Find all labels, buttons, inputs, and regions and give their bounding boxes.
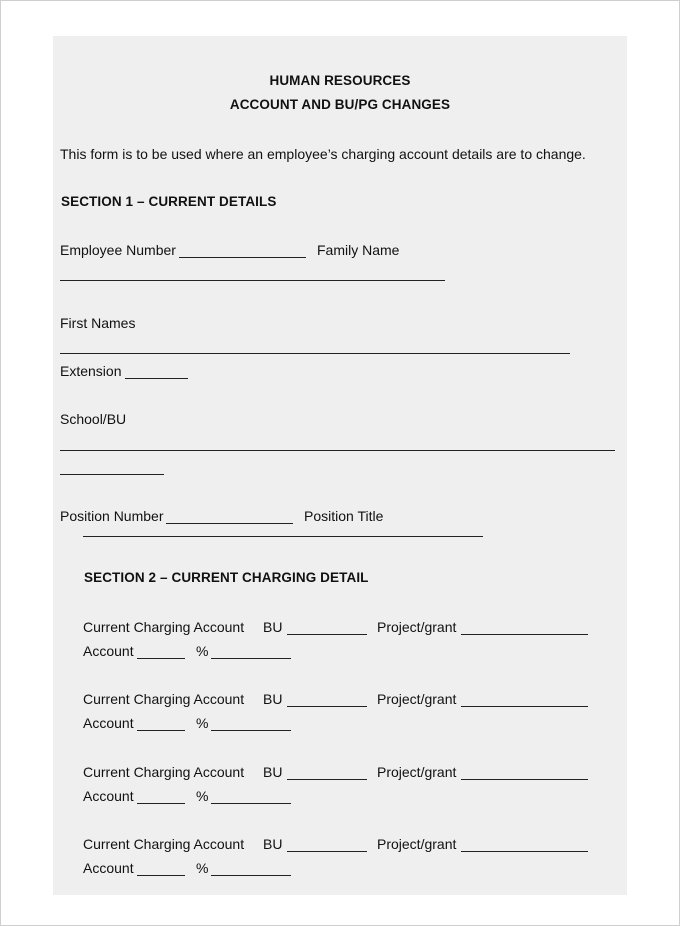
percent-field[interactable] — [211, 658, 291, 659]
bu-field[interactable] — [287, 706, 367, 707]
percent-label: % — [196, 643, 209, 659]
project-grant-field[interactable] — [461, 779, 588, 780]
project-grant-field[interactable] — [461, 706, 588, 707]
project-grant-label: Project/grant — [377, 619, 457, 635]
employee-number-label: Employee Number — [60, 242, 176, 258]
section1-heading: SECTION 1 – CURRENT DETAILS — [61, 194, 277, 209]
account-field[interactable] — [137, 730, 185, 731]
position-title-label: Position Title — [304, 508, 384, 524]
current-charging-account-label: Current Charging Account — [83, 619, 245, 635]
bu-label: BU — [263, 619, 283, 635]
account-field[interactable] — [137, 803, 185, 804]
extension-label: Extension — [60, 363, 122, 379]
school-bu-field-continued[interactable] — [60, 474, 164, 475]
account-label: Account — [83, 643, 134, 659]
percent-label: % — [196, 788, 209, 804]
bu-field[interactable] — [287, 634, 367, 635]
project-grant-field[interactable] — [461, 634, 588, 635]
extension-field[interactable] — [125, 378, 188, 379]
percent-field[interactable] — [211, 803, 291, 804]
first-names-field[interactable] — [60, 353, 570, 354]
bu-label: BU — [263, 836, 283, 852]
account-label: Account — [83, 860, 134, 876]
project-grant-label: Project/grant — [377, 764, 457, 780]
bu-field[interactable] — [287, 779, 367, 780]
percent-label: % — [196, 860, 209, 876]
form-subtitle: ACCOUNT AND BU/PG CHANGES — [229, 97, 451, 112]
current-charging-account-label: Current Charging Account — [83, 691, 245, 707]
section2-heading: SECTION 2 – CURRENT CHARGING DETAIL — [84, 570, 369, 585]
project-grant-label: Project/grant — [377, 691, 457, 707]
position-number-label: Position Number — [60, 508, 164, 524]
account-field[interactable] — [137, 658, 185, 659]
account-label: Account — [83, 715, 134, 731]
employee-number-field[interactable] — [179, 257, 306, 258]
current-charging-account-label: Current Charging Account — [83, 836, 245, 852]
first-names-label: First Names — [60, 315, 136, 331]
school-bu-field[interactable] — [60, 450, 615, 451]
account-label: Account — [83, 788, 134, 804]
form-title: HUMAN RESOURCES — [269, 73, 411, 88]
account-field[interactable] — [137, 875, 185, 876]
form-page — [53, 36, 627, 895]
family-name-label: Family Name — [317, 242, 400, 258]
percent-label: % — [196, 715, 209, 731]
position-title-field[interactable] — [83, 536, 483, 537]
percent-field[interactable] — [211, 875, 291, 876]
project-grant-field[interactable] — [461, 851, 588, 852]
current-charging-account-label: Current Charging Account — [83, 764, 245, 780]
bu-label: BU — [263, 691, 283, 707]
project-grant-label: Project/grant — [377, 836, 457, 852]
intro-text: This form is to be used where an employee’s charging account details are to change. — [60, 146, 586, 162]
family-name-field[interactable] — [60, 280, 445, 281]
position-number-field[interactable] — [166, 523, 293, 524]
bu-field[interactable] — [287, 851, 367, 852]
percent-field[interactable] — [211, 730, 291, 731]
school-bu-label: School/BU — [60, 411, 127, 427]
bu-label: BU — [263, 764, 283, 780]
